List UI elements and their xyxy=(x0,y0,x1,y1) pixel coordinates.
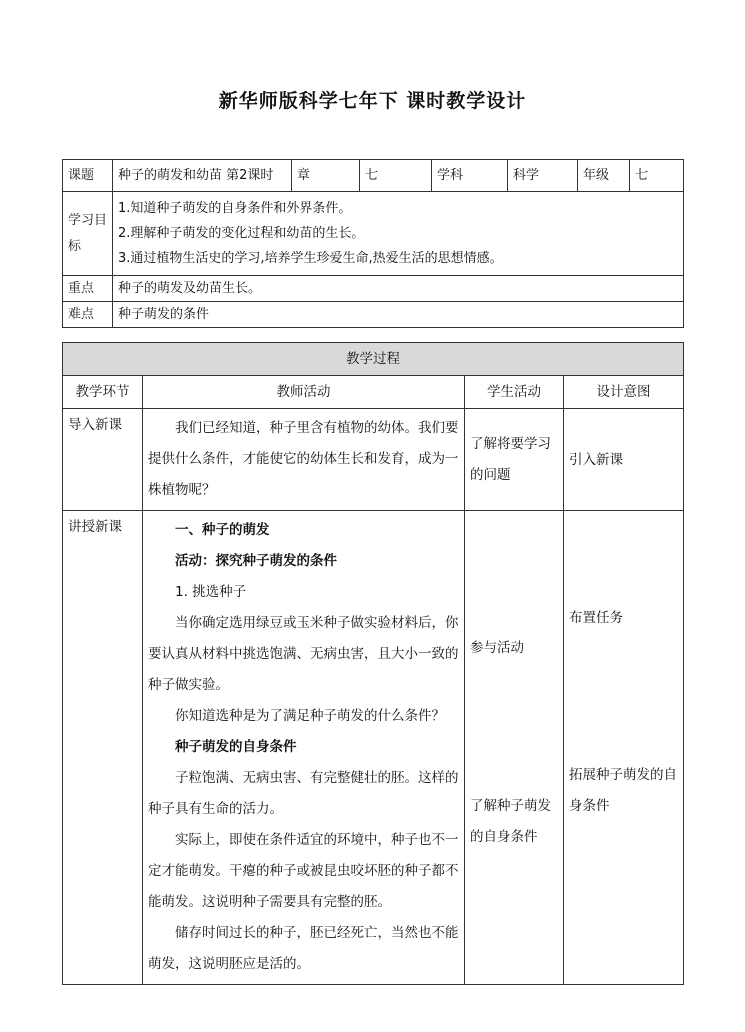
col-teacher: 教师活动 xyxy=(143,376,465,409)
student-intro: 了解将要学习的问题 xyxy=(465,409,564,511)
objectives-label: 学习目标 xyxy=(63,192,113,276)
activity-heading: 活动：探究种子萌发的条件 xyxy=(175,553,337,569)
teacher-paragraph: 子粒饱满、无病虫害、有完整健壮的胚。这样的种子具有生命的活力。 xyxy=(148,770,459,817)
teacher-paragraph: 实际上，即使在条件适宜的环境中，种子也不一定才能萌发。干瘪的种子或被昆虫咬坏胚的种子都不能萌发。这说明种子需要具有完整的胚。 xyxy=(148,832,459,910)
info-row-key xyxy=(63,276,684,302)
student-lecture xyxy=(465,511,564,985)
intent-text: 拓展种子萌发的自身条件 xyxy=(569,767,677,814)
subject-label: 学科 xyxy=(432,160,508,192)
grade-value: 七 xyxy=(630,160,684,192)
section-heading: 一、种子的萌发 xyxy=(175,522,270,538)
stage-intro: 导入新课 xyxy=(63,409,143,511)
info-table xyxy=(62,159,684,328)
table-row xyxy=(63,409,684,511)
stage-lecture: 讲授新课 xyxy=(63,511,143,985)
objectives-list xyxy=(113,192,684,276)
process-header: 教学过程 xyxy=(63,343,684,376)
teacher-paragraph: 储存时间过长的种子，胚已经死亡，当然也不能萌发，这说明胚应是活的。 xyxy=(148,925,459,972)
process-columns xyxy=(63,376,684,409)
teacher-intro-text: 我们已经知道，种子里含有植物的幼体。我们要提供什么条件，才能使它的幼体生长和发育，成为一株植物呢？ xyxy=(148,420,459,498)
table-row xyxy=(63,511,684,985)
page-title: 新华师版科学七年下 课时教学设计 xyxy=(218,90,527,112)
info-row-objectives xyxy=(63,192,684,276)
key-value: 种子的萌发及幼苗生长。 xyxy=(113,276,684,302)
student-activity: 参与活动 xyxy=(470,640,524,656)
step-text: 1. 挑选种子 xyxy=(175,584,247,600)
teacher-paragraph: 当你确定选用绿豆或玉米种子做实验材料后，你要认真从材料中挑选饱满、无病虫害，且大小一致的种子做实验。 xyxy=(148,615,459,693)
student-activity: 了解种子萌发的自身条件 xyxy=(470,798,551,845)
topic-value: 种子的萌发和幼苗 第2课时 xyxy=(113,160,292,192)
info-row-topic xyxy=(63,160,684,192)
chapter-label: 章 xyxy=(292,160,360,192)
process-table xyxy=(62,342,684,985)
topic-label: 课题 xyxy=(63,160,113,192)
teacher-paragraph: 你知道选种是为了满足种子萌发的什么条件？ xyxy=(175,708,445,724)
col-stage: 教学环节 xyxy=(63,376,143,409)
teacher-intro xyxy=(143,409,465,511)
chapter-value: 七 xyxy=(360,160,432,192)
subject-value: 科学 xyxy=(508,160,578,192)
col-student: 学生活动 xyxy=(465,376,564,409)
objective-item: 2.理解种子萌发的变化过程和幼苗的生长。 xyxy=(118,226,365,241)
col-intent: 设计意图 xyxy=(564,376,684,409)
intent-text: 布置任务 xyxy=(569,610,623,626)
difficulty-value: 种子萌发的条件 xyxy=(113,302,684,328)
difficulty-label: 难点 xyxy=(63,302,113,328)
teacher-lecture xyxy=(143,511,465,985)
objective-item: 3.通过植物生活史的学习,培养学生珍爱生命,热爱生活的思想情感。 xyxy=(118,251,503,266)
key-label: 重点 xyxy=(63,276,113,302)
grade-label: 年级 xyxy=(578,160,630,192)
objective-item: 1.知道种子萌发的自身条件和外界条件。 xyxy=(118,201,352,216)
intent-intro: 引入新课 xyxy=(564,409,684,511)
info-row-difficulty xyxy=(63,302,684,328)
intent-lecture xyxy=(564,511,684,985)
subsection-heading: 种子萌发的自身条件 xyxy=(175,739,297,755)
